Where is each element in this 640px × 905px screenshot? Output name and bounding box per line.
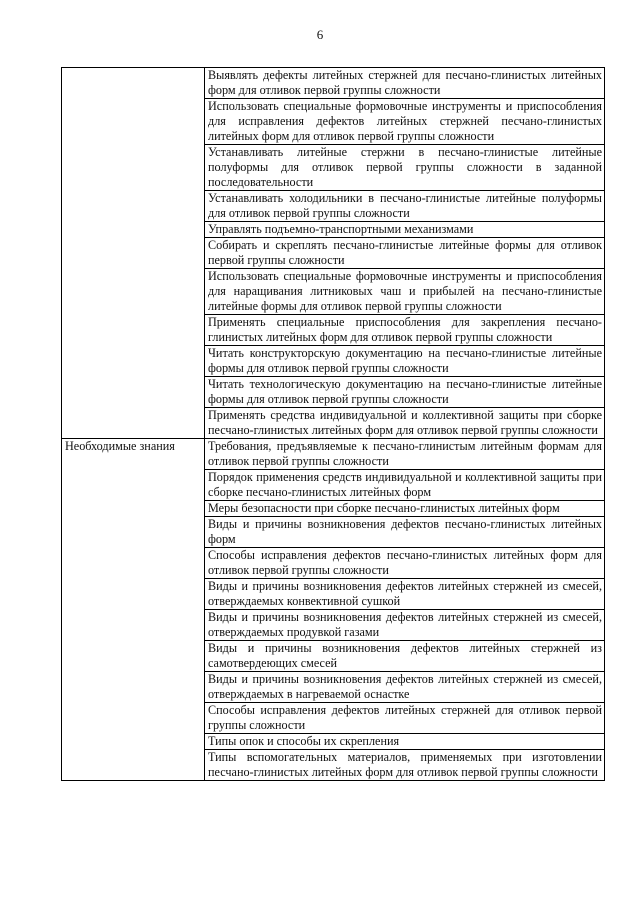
requirement-cell: Использовать специальные формовочные инструменты и приспособления для исправления дефектов литейных стержней песчано-глинистых литейных форм для отливок первой группы сложности: [205, 99, 605, 145]
requirement-cell: Способы исправления дефектов песчано-глинистых литейных форм для отливок первой группы сложности: [205, 548, 605, 579]
requirement-cell: Выявлять дефекты литейных стержней для песчано-глинистых литейных форм для отливок первой группы сложности: [205, 68, 605, 99]
requirement-cell: Требования, предъявляемые к песчано-глинистым литейным формам для отливок первой группы сложности: [205, 439, 605, 470]
requirement-cell: Порядок применения средств индивидуальной и коллективной защиты при сборке песчано-глинистых литейных форм: [205, 470, 605, 501]
knowledge-label-cell: Необходимые знания: [62, 439, 205, 781]
requirement-cell: Виды и причины возникновения дефектов литейных стержней из смесей, отверждаемых продувкой газами: [205, 610, 605, 641]
requirement-cell: Меры безопасности при сборке песчано-глинистых литейных форм: [205, 501, 605, 517]
requirement-cell: Управлять подъемно-транспортными механизмами: [205, 222, 605, 238]
requirement-cell: Применять специальные приспособления для закрепления песчано-глинистых литейных форм для отливок первой группы сложности: [205, 315, 605, 346]
requirement-cell: Читать конструкторскую документацию на песчано-глинистые литейные формы для отливок первой группы сложности: [205, 346, 605, 377]
table-row: [62, 439, 605, 470]
requirement-cell: Применять средства индивидуальной и коллективной защиты при сборке песчано-глинистых литейных форм для отливок первой группы сложности: [205, 408, 605, 439]
requirement-cell: Типы опок и способы их скрепления: [205, 734, 605, 750]
requirement-cell: Способы исправления дефектов литейных стержней для отливок первой группы сложности: [205, 703, 605, 734]
requirement-cell: Использовать специальные формовочные инструменты и приспособления для наращивания литниковых чаш и прибылей на песчано-глинистые литейные формы для отливок первой группы сложности: [205, 269, 605, 315]
requirement-cell: Устанавливать литейные стержни в песчано-глинистые литейные полуформы для отливок первой группы сложности в заданной последовательности: [205, 145, 605, 191]
skills-label-cell: [62, 68, 205, 439]
requirement-cell: Виды и причины возникновения дефектов песчано-глинистых литейных форм: [205, 517, 605, 548]
requirement-cell: Читать технологическую документацию на песчано-глинистые литейные формы для отливок первой группы сложности: [205, 377, 605, 408]
requirement-cell: Виды и причины возникновения дефектов литейных стержней из самотвердеющих смесей: [205, 641, 605, 672]
requirement-cell: Виды и причины возникновения дефектов литейных стержней из смесей, отверждаемых в нагреваемой оснастке: [205, 672, 605, 703]
requirement-cell: Устанавливать холодильники в песчано-глинистые литейные полуформы для отливок первой группы сложности: [205, 191, 605, 222]
page-number: 6: [316, 27, 324, 42]
requirement-cell: Типы вспомогательных материалов, применяемых при изготовлении песчано-глинистых литейных форм для отливок первой группы сложности: [205, 750, 605, 781]
requirement-cell: Собирать и скреплять песчано-глинистые литейные формы для отливок первой группы сложности: [205, 238, 605, 269]
table-row: [62, 68, 605, 99]
requirement-cell: Виды и причины возникновения дефектов литейных стержней из смесей, отверждаемых конвективной сушкой: [205, 579, 605, 610]
requirements-table: [61, 67, 605, 781]
